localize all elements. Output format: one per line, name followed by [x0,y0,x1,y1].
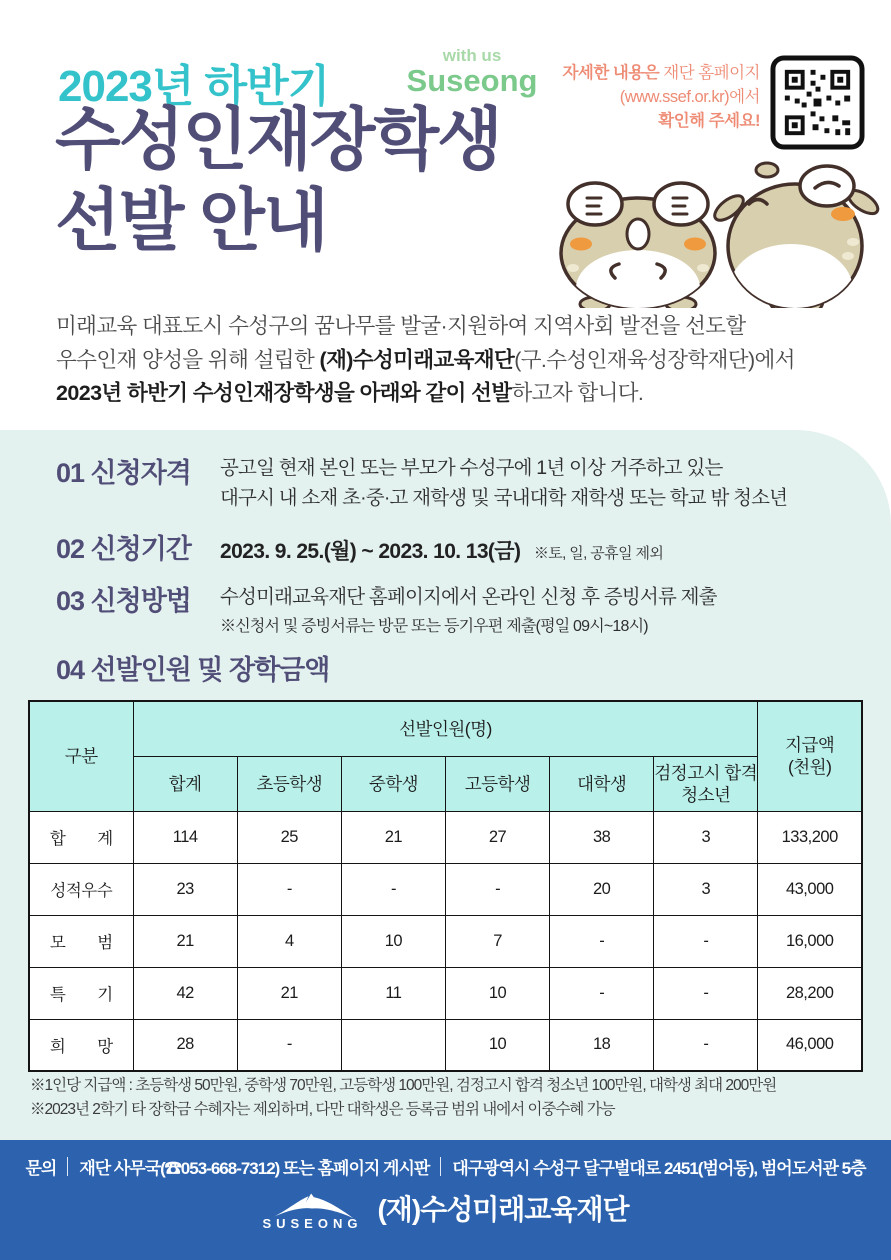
col-header-elementary: 초등학생 [237,756,341,811]
table-row-hope: 희 망 28 - 10 18 - 46,000 [29,1019,862,1071]
table-row-model: 모 범 21 4 10 7 - - 16,000 [29,915,862,967]
period-label: 2023년 하반기 [58,62,330,111]
col-header-amount: 지급액 (천원) [758,701,862,811]
intro-line1: 미래교육 대표도시 수성구의 꿈나무를 발굴·지원하여 지역사회 발전을 선도할 [56,314,746,338]
section-method [56,579,717,636]
logo-text: SUSEONG [262,1216,363,1231]
section-method-title: 03 신청방법 [56,586,191,616]
application-period: 2023. 9. 25.(월) ~ 2023. 10. 13(금) [220,540,521,563]
intro-paragraph [56,310,795,411]
qr-note-reg: 재단 홈페이지 [659,64,760,82]
footer [0,1140,891,1260]
col-header-ged: 검정고시 합격 청소년 [654,756,758,811]
brand-name: Suseong [406,63,538,98]
intro-line2: 우수인재 양성을 위해 설립한 (재)수성미래교육재단(구.수성인재육성장학재단)에서 [56,347,795,372]
selection-table [28,700,863,1072]
page-title-line1: 수성인재장학생 [55,102,501,178]
brand-tagline: with us [442,46,502,65]
selection-table-wrap [28,700,863,1072]
footnote-amount: ※1인당 지급액 : 초등학생 50만원, 중학생 70만원, 고등학생 100만원, 검정고시 합격 청소년 100만원, 대학생 최대 200만원 [30,1077,777,1094]
divider [67,1157,68,1176]
section-eligibility-body: 공고일 현재 본인 또는 부모가 수성구에 1년 이상 거주하고 있는 대구시 내 소재 초·중·고 재학생 및 국내대학 재학생 또는 학교 밖 청소년 [220,457,788,509]
col-header-high: 고등학생 [446,756,550,811]
roof-logo-icon [262,1189,362,1231]
page-title [55,100,501,262]
section-period [56,527,663,566]
col-header-middle: 중학생 [341,756,445,811]
col-header-category: 구분 [29,701,133,811]
section-period-title: 02 신청기간 [56,534,191,564]
divider [440,1157,441,1176]
footnotes [30,1074,776,1121]
period-note: ※토, 일, 공휴일 제외 [533,545,664,562]
table-row-total: 합 계 114 25 21 27 38 3 133,200 [29,811,862,863]
footnote-duplicate: ※2023년 2학기 타 장학금 수혜자는 제외하며, 다만 대학생은 등록금 범위 내에서 이중수혜 가능 [30,1100,615,1118]
contact-office: 재단 사무국(☎053-668-7312) 또는 홈페이지 게시판 [79,1159,430,1178]
col-header-university: 대학생 [550,756,654,811]
intro-line3: 2023년 하반기 수성인재장학생을 아래와 같이 선발하고자 합니다. [56,381,644,405]
section-eligibility [56,451,787,513]
info-panel [0,430,891,1140]
contact-label: 문의 [25,1159,57,1178]
col-header-total: 합계 [133,756,237,811]
org-logo [0,1188,891,1231]
section-table-heading [56,648,329,687]
page-title-line2: 선발 안내 [55,183,327,259]
qr-code-icon [770,55,865,150]
method-main: 수성미래교육재단 홈페이지에서 온라인 신청 후 증빙서류 제출 [220,586,717,608]
method-note: ※신청서 및 증빙서류는 방문 또는 등기우편 제출(평일 09시~18시) [220,618,648,635]
qr-note-cta: 확인해 주세요! [658,112,760,130]
qr-note [562,61,760,133]
qr-note-url: (www.ssef.or.kr)에서 [619,88,760,106]
suseong-brand-logo [396,46,548,99]
qr-note-bold: 자세한 내용은 [562,64,660,82]
section-method-body [220,579,717,636]
section-table-title: 04 선발인원 및 장학금액 [56,655,330,685]
table-row-talent: 특 기 42 21 11 10 - - 28,200 [29,967,862,1019]
section-period-body [220,535,663,565]
mascots-illustration [543,156,881,308]
col-header-group: 선발인원(명) [133,701,758,756]
contact-address: 대구광역시 수성구 달구벌대로 2451(범어동), 범어도서관 5층 [452,1159,866,1178]
org-name: (재)수성미래교육재단 [377,1194,629,1225]
footer-contact [0,1154,891,1179]
table-row-merit: 성적우수 23 - - - 20 3 43,000 [29,863,862,915]
section-eligibility-title: 01 신청자격 [56,458,191,488]
